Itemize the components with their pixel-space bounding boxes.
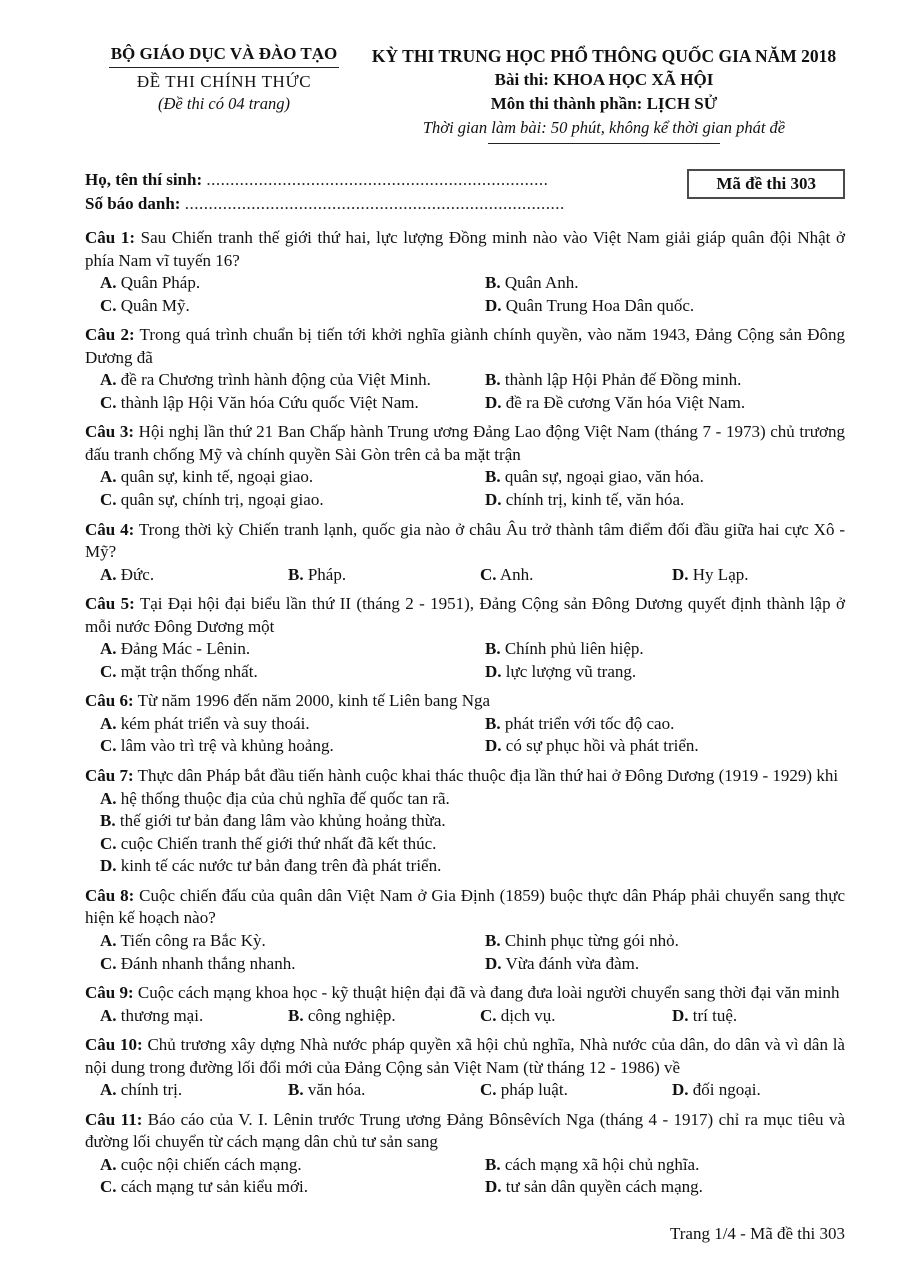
option-c <box>100 1176 485 1199</box>
question-body: Báo cáo của V. I. Lênin trước Trung ương Đảng Bônsêvích Nga (tháng 4 - 1917) chỉ ra mục tiêu và đường lối chuyển từ cách mạng dân chủ tư sản sang <box>85 1109 845 1152</box>
option-label: B. <box>485 713 501 733</box>
option-c <box>480 564 672 587</box>
option-text: đối ngoại. <box>692 1080 761 1100</box>
question-4 <box>85 519 845 587</box>
option-a <box>100 466 485 489</box>
question-body: Cuộc cách mạng khoa học - kỹ thuật hiện đại đã và đang đưa loài người chuyển sang thời đại văn minh <box>137 983 840 1003</box>
option-text: kinh tế các nước tư bản đang trên đà phát triển. <box>120 856 442 876</box>
option-text: tư sản dân quyền cách mạng. <box>505 1177 703 1197</box>
option-label: B. <box>485 930 501 950</box>
option-text: quân sự, chính trị, ngoại giao. <box>120 489 324 509</box>
question-body: Tại Đại hội đại biểu lần thứ II (tháng 2 - 1951), Đảng Cộng sản Đông Dương quyết định thành lập ở mỗi nước Đông Dương một <box>85 594 845 636</box>
option-text: cuộc nội chiến cách mạng. <box>120 1154 302 1174</box>
option-text: kém phát triển và suy thoái. <box>120 713 310 733</box>
option-label: B. <box>288 1080 304 1100</box>
option-label: C. <box>480 1080 497 1100</box>
option-text: Chinh phục từng gói nhỏ. <box>504 930 679 950</box>
option-a <box>100 272 485 295</box>
option-label: D. <box>672 1080 689 1100</box>
option-label: A. <box>100 1005 117 1025</box>
option-text: quân sự, ngoại giao, văn hóa. <box>504 467 704 487</box>
question-text <box>85 982 845 1005</box>
option-c <box>100 295 485 318</box>
option-b <box>485 638 845 661</box>
option-label: D. <box>485 661 502 681</box>
option-label: B. <box>485 467 501 487</box>
option-a <box>100 564 288 587</box>
options <box>85 272 845 317</box>
option-text: Chính phủ liên hiệp. <box>504 639 644 659</box>
option-c <box>100 833 845 856</box>
option-d <box>485 295 845 318</box>
question-body: Chủ trương xây dựng Nhà nước pháp quyền xã hội chủ nghĩa, Nhà nước của dân, do dân và vì dân là nội dung trong đường lối đổi mới của Đảng Cộng sản Việt Nam (từ tháng 12 - 1986) về <box>85 1035 845 1077</box>
question-body: Cuộc chiến đấu của quân dân Việt Nam ở Gia Định (1859) buộc thực dân Pháp phải chuyển sang thực hiện kế hoạch nào? <box>85 885 845 928</box>
options <box>85 369 845 414</box>
option-c <box>480 1005 672 1028</box>
question-10 <box>85 1034 845 1102</box>
option-label: A. <box>100 930 117 950</box>
option-text: cuộc Chiến tranh thế giới thứ nhất đã kết thúc. <box>120 833 437 853</box>
option-text: có sự phục hồi và phát triển. <box>505 736 699 756</box>
option-a <box>100 788 845 811</box>
question-text <box>85 885 845 930</box>
option-text: Đảng Mác - Lênin. <box>120 639 251 659</box>
candidate-name-dotted-line: ........................................................................ <box>206 170 549 189</box>
question-number: Câu 4: <box>85 519 135 539</box>
option-label: C. <box>480 564 497 584</box>
option-label: C. <box>100 295 117 315</box>
option-label: A. <box>100 1080 117 1100</box>
option-d <box>485 953 845 976</box>
option-b <box>485 466 845 489</box>
option-label: D. <box>485 295 502 315</box>
option-b <box>288 1005 480 1028</box>
question-text <box>85 324 845 369</box>
exam-title: KỲ THI TRUNG HỌC PHỔ THÔNG QUỐC GIA NĂM 2018 <box>371 46 837 66</box>
option-c <box>100 392 485 415</box>
question-text <box>85 765 845 788</box>
header-left <box>85 44 363 114</box>
option-label: D. <box>100 856 117 876</box>
ministry-name: BỘ GIÁO DỤC VÀ ĐÀO TẠO <box>109 44 340 68</box>
question-text <box>85 227 845 272</box>
question-number: Câu 2: <box>85 325 135 345</box>
question-body: Trong thời kỳ Chiến tranh lạnh, quốc gia nào ở châu Âu trở thành tâm điểm đối đầu giữa hai cực Xô - Mỹ? <box>85 519 846 562</box>
option-label: C. <box>480 1005 497 1025</box>
option-label: B. <box>288 564 304 584</box>
option-text: Vừa đánh vừa đàm. <box>505 953 640 973</box>
option-text: đề ra Đề cương Văn hóa Việt Nam. <box>505 392 746 412</box>
question-number: Câu 9: <box>85 983 134 1003</box>
question-number: Câu 5: <box>85 594 135 614</box>
option-a <box>100 930 485 953</box>
option-d <box>485 1176 845 1199</box>
options <box>85 930 845 975</box>
candidate-id-dotted-line: ................................................................................ <box>184 194 565 213</box>
question-number: Câu 7: <box>85 766 134 786</box>
options <box>85 1005 845 1028</box>
option-text: Quân Pháp. <box>120 273 201 292</box>
question-number: Câu 3: <box>85 422 135 442</box>
option-text: Đức. <box>120 564 155 584</box>
question-7 <box>85 765 845 878</box>
candidate-id-label: Số báo danh: <box>85 194 181 213</box>
option-c <box>100 661 485 684</box>
question-number: Câu 11: <box>85 1109 143 1129</box>
option-label: D. <box>485 489 502 509</box>
option-text: thành lập Hội Phản đế Đồng minh. <box>504 370 742 390</box>
question-6 <box>85 690 845 758</box>
page-footer: Trang 1/4 - Mã đề thi 303 <box>669 1224 845 1243</box>
option-b <box>288 564 480 587</box>
exam-subject: Môn thi thành phần: LỊCH SỬ <box>490 94 718 113</box>
question-text <box>85 690 845 713</box>
option-d <box>485 489 845 512</box>
official-exam-label: ĐỀ THI CHÍNH THỨC <box>136 72 312 91</box>
options <box>85 788 845 878</box>
option-label: C. <box>100 489 117 509</box>
option-b <box>485 713 845 736</box>
options <box>85 1154 845 1199</box>
question-text <box>85 593 845 638</box>
header-divider <box>488 143 720 144</box>
option-b <box>485 1154 845 1177</box>
option-text: trí tuệ. <box>692 1005 738 1025</box>
option-b <box>485 930 845 953</box>
question-body: Trong quá trình chuẩn bị tiến tới khởi nghĩa giành chính quyền, vào năm 1943, Đảng Cộng sản Đông Dương đã <box>85 325 845 367</box>
question-8 <box>85 885 845 975</box>
question-number: Câu 10: <box>85 1035 143 1055</box>
option-d <box>672 1079 845 1102</box>
option-b <box>288 1079 480 1102</box>
option-text: phát triển với tốc độ cao. <box>504 713 675 733</box>
page-count-note: (Đề thi có 04 trang) <box>158 94 290 113</box>
option-text: Quân Anh. <box>504 273 579 292</box>
option-text: Hy Lạp. <box>692 564 749 584</box>
option-c <box>480 1079 672 1102</box>
option-label: D. <box>672 564 689 584</box>
option-text: dịch vụ. <box>500 1005 556 1025</box>
question-body: Từ năm 1996 đến năm 2000, kinh tế Liên bang Nga <box>137 691 491 711</box>
question-text <box>85 519 845 564</box>
option-label: D. <box>485 953 502 973</box>
option-text: cách mạng tư sản kiểu mới. <box>120 1177 308 1197</box>
option-text: pháp luật. <box>500 1080 568 1100</box>
option-b <box>100 810 845 833</box>
option-d <box>100 855 845 878</box>
option-text: quân sự, kinh tế, ngoại giao. <box>120 467 314 487</box>
exam-code-box: Mã đề thi 303 <box>687 169 845 199</box>
exam-battery: Bài thi: KHOA HỌC XÃ HỘI <box>494 70 714 89</box>
option-text: Anh. <box>499 564 534 584</box>
option-text: công nghiệp. <box>307 1005 396 1025</box>
options <box>85 638 845 683</box>
header-right <box>363 44 845 144</box>
option-text: lâm vào trì trệ và khủng hoảng. <box>120 736 334 756</box>
option-label: A. <box>100 639 117 659</box>
option-a <box>100 1154 485 1177</box>
option-label: B. <box>485 370 501 390</box>
option-b <box>485 369 845 392</box>
options <box>85 713 845 758</box>
option-label: C. <box>100 661 117 681</box>
question-body: Hội nghị lần thứ 21 Ban Chấp hành Trung ương Đảng Lao động Việt Nam (tháng 7 - 1973) chủ trương đấu tranh chống Mỹ và chính quyền Sài Gòn trên cả ba mặt trận <box>85 422 845 464</box>
question-number: Câu 6: <box>85 691 134 711</box>
option-label: A. <box>100 370 117 390</box>
option-a <box>100 1005 288 1028</box>
option-text: mặt trận thống nhất. <box>120 661 258 681</box>
option-label: A. <box>100 788 117 808</box>
option-c <box>100 953 485 976</box>
option-label: D. <box>485 736 502 756</box>
option-label: B. <box>100 811 116 831</box>
question-text <box>85 1109 845 1154</box>
option-label: C. <box>100 953 117 973</box>
option-label: C. <box>100 392 117 412</box>
option-label: D. <box>672 1005 689 1025</box>
option-text: hệ thống thuộc địa của chủ nghĩa đế quốc tan rã. <box>120 788 450 808</box>
option-text: lực lượng vũ trang. <box>505 661 637 681</box>
option-label: D. <box>485 392 502 412</box>
option-text: đề ra Chương trình hành động của Việt Minh. <box>120 370 431 390</box>
option-text: Tiến công ra Bắc Kỳ. <box>120 930 266 950</box>
candidate-info <box>85 168 845 216</box>
option-text: Đánh nhanh thắng nhanh. <box>120 953 296 973</box>
options <box>85 1079 845 1102</box>
exam-duration-note: Thời gian làm bài: 50 phút, không kể thời gian phát đề <box>422 118 786 137</box>
option-a <box>100 1079 288 1102</box>
option-label: B. <box>485 639 501 659</box>
option-a <box>100 713 485 736</box>
option-label: A. <box>100 564 117 584</box>
options <box>85 466 845 511</box>
options <box>85 564 845 587</box>
candidate-name-line <box>85 168 645 192</box>
question-5 <box>85 593 845 683</box>
option-label: A. <box>100 713 117 733</box>
option-d <box>672 564 845 587</box>
option-label: B. <box>288 1005 304 1025</box>
option-c <box>100 489 485 512</box>
option-text: cách mạng xã hội chủ nghĩa. <box>504 1154 700 1174</box>
question-number: Câu 8: <box>85 885 135 905</box>
option-d <box>485 661 845 684</box>
option-text: Quân Trung Hoa Dân quốc. <box>505 295 695 315</box>
option-d <box>672 1005 845 1028</box>
option-label: C. <box>100 736 117 756</box>
option-label: A. <box>100 1154 117 1174</box>
question-3 <box>85 421 845 511</box>
question-1 <box>85 227 845 317</box>
option-a <box>100 638 485 661</box>
option-text: chính trị. <box>120 1080 183 1100</box>
option-label: A. <box>100 273 117 292</box>
option-text: văn hóa. <box>307 1080 366 1100</box>
question-list <box>85 227 845 1199</box>
question-9 <box>85 982 845 1027</box>
candidate-name-label: Họ, tên thí sinh: <box>85 170 203 189</box>
option-text: thế giới tư bản đang lâm vào khủng hoảng thừa. <box>119 811 446 831</box>
candidate-id-line <box>85 192 645 216</box>
question-body: Sau Chiến tranh thế giới thứ hai, lực lượng Đồng minh nào vào Việt Nam giải giáp quân đội Nhật ở phía Nam vĩ tuyến 16? <box>85 228 845 270</box>
option-text: Quân Mỹ. <box>120 295 190 315</box>
option-label: C. <box>100 1177 117 1197</box>
option-label: C. <box>100 833 117 853</box>
page-header <box>85 44 845 144</box>
option-label: A. <box>100 467 117 487</box>
option-text: thương mại. <box>120 1005 204 1025</box>
question-body: Thực dân Pháp bắt đầu tiến hành cuộc khai thác thuộc địa lần thứ hai ở Đông Dương (1919 - 1929) khi <box>137 766 839 786</box>
option-text: thành lập Hội Văn hóa Cứu quốc Việt Nam. <box>120 392 419 412</box>
option-label: B. <box>485 273 501 292</box>
option-b <box>485 272 845 295</box>
question-number: Câu 1: <box>85 228 136 247</box>
question-text <box>85 1034 845 1079</box>
question-text <box>85 421 845 466</box>
option-label: B. <box>485 1154 501 1174</box>
option-c <box>100 735 485 758</box>
option-label: D. <box>485 1177 502 1197</box>
option-d <box>485 392 845 415</box>
option-text: chính trị, kinh tế, văn hóa. <box>505 489 685 509</box>
question-11 <box>85 1109 845 1199</box>
question-2 <box>85 324 845 414</box>
option-a <box>100 369 485 392</box>
option-d <box>485 735 845 758</box>
option-text: Pháp. <box>307 564 347 584</box>
